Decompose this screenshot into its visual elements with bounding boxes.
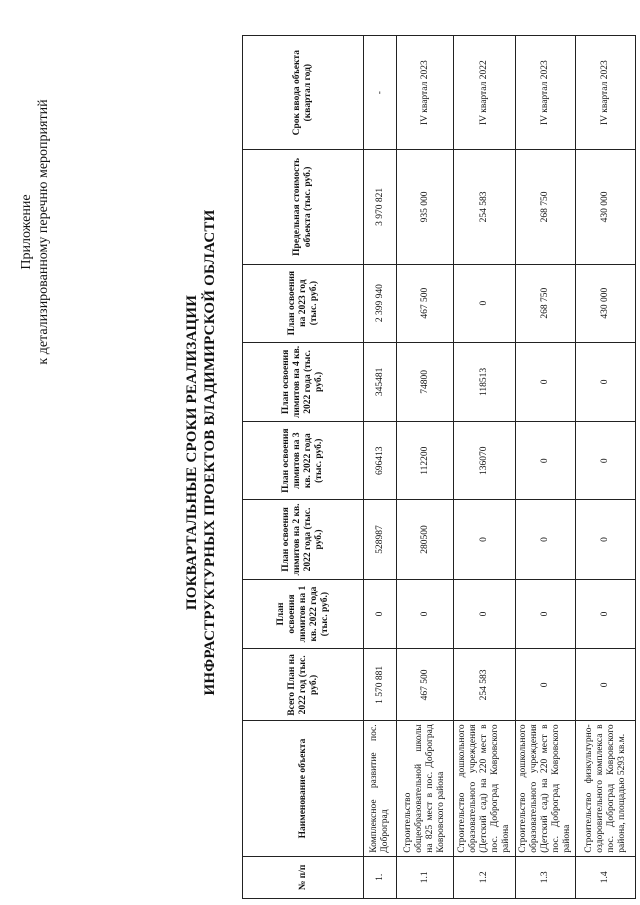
cell-q1: 0 bbox=[454, 579, 516, 649]
cell-number: 1. bbox=[364, 856, 397, 898]
cell-q2: 528987 bbox=[364, 500, 397, 579]
cell-plan-2023: 0 bbox=[454, 264, 516, 342]
cell-plan-2023: 430 000 bbox=[576, 264, 636, 342]
cell-number: 1.2 bbox=[454, 856, 516, 898]
cell-q4: 74800 bbox=[397, 342, 454, 421]
cell-number: 1.3 bbox=[516, 856, 576, 898]
header-number: № п/п bbox=[243, 856, 364, 898]
cell-q3: 0 bbox=[516, 422, 576, 500]
cell-max-cost: 3 970 821 bbox=[364, 150, 397, 264]
appendix-line-1: Приложение bbox=[19, 194, 34, 270]
cell-q3: 0 bbox=[576, 422, 636, 500]
cell-q4: 118513 bbox=[454, 342, 516, 421]
page-title-line-1: ПОКВАРТАЛЬНЫЕ СРОКИ РЕАЛИЗАЦИИ bbox=[184, 294, 200, 611]
cell-commission-date: IV квартал 2023 bbox=[576, 36, 636, 150]
cell-object-name: Строительство физкультурно-оздоровительного комплекса в пос. Доброград Ковровского района, площадью 5293 кв.м. bbox=[576, 721, 636, 856]
cell-total-2022: 0 bbox=[576, 649, 636, 721]
cell-commission-date: IV квартал 2023 bbox=[516, 36, 576, 150]
header-object-name: Наименование объекта bbox=[243, 721, 364, 856]
projects-table bbox=[242, 35, 636, 899]
table-row bbox=[576, 36, 636, 899]
cell-commission-date: IV квартал 2023 bbox=[397, 36, 454, 150]
header-commission-date: Срок ввода объекта (квартал год) bbox=[243, 36, 364, 150]
cell-total-2022: 1 570 881 bbox=[364, 649, 397, 721]
header-max-cost: Предельная стоимость объекта (тыс. руб.) bbox=[243, 150, 364, 264]
cell-q2: 0 bbox=[454, 500, 516, 579]
table-row bbox=[397, 36, 454, 899]
cell-q1: 0 bbox=[364, 579, 397, 649]
table-row bbox=[516, 36, 576, 899]
cell-q3: 112200 bbox=[397, 422, 454, 500]
cell-max-cost: 254 583 bbox=[454, 150, 516, 264]
cell-q4: 0 bbox=[576, 342, 636, 421]
cell-plan-2023: 2 399 940 bbox=[364, 264, 397, 342]
cell-commission-date: - bbox=[364, 36, 397, 150]
header-q2-2022: План освоения лимитов на 2 кв. 2022 года (тыс. руб.) bbox=[243, 500, 364, 579]
cell-total-2022: 467 500 bbox=[397, 649, 454, 721]
cell-object-name: Строительство дошкольного образовательного учреждения (Детский сад) на 220 мест в пос. Доброград Ковровского района bbox=[516, 721, 576, 856]
cell-q3: 696413 bbox=[364, 422, 397, 500]
cell-q1: 0 bbox=[397, 579, 454, 649]
cell-max-cost: 935 000 bbox=[397, 150, 454, 264]
cell-commission-date: IV квартал 2022 bbox=[454, 36, 516, 150]
cell-max-cost: 268 750 bbox=[516, 150, 576, 264]
header-plan-2023: План освоения на 2023 год (тыс. руб.) bbox=[243, 264, 364, 342]
cell-q2: 0 bbox=[576, 500, 636, 579]
cell-object-name: Строительство дошкольного образовательного учреждения (Детский сад) на 220 мест в пос. Доброград Ковровского района bbox=[454, 721, 516, 856]
cell-q4: 345481 bbox=[364, 342, 397, 421]
page-title-line-2: ИНФРАСТРУКТУРНЫХ ПРОЕКТОВ ВЛАДИМИРСКОЙ ОБЛАСТИ bbox=[202, 209, 218, 696]
cell-q1: 0 bbox=[516, 579, 576, 649]
appendix-line-2: к детализированному перечню мероприятий bbox=[36, 99, 51, 365]
cell-q2: 280500 bbox=[397, 500, 454, 579]
cell-plan-2023: 467 500 bbox=[397, 264, 454, 342]
cell-q3: 136070 bbox=[454, 422, 516, 500]
table-header-row bbox=[243, 36, 364, 899]
header-total-2022: Всего План на 2022 год (тыс. руб.) bbox=[243, 649, 364, 721]
cell-number: 1.1 bbox=[397, 856, 454, 898]
cell-q1: 0 bbox=[576, 579, 636, 649]
cell-plan-2023: 268 750 bbox=[516, 264, 576, 342]
cell-q4: 0 bbox=[516, 342, 576, 421]
header-q3-2022: План освоения лимитов на 3 кв. 2022 года (тыс. руб.) bbox=[243, 422, 364, 500]
cell-q2: 0 bbox=[516, 500, 576, 579]
table-row bbox=[364, 36, 397, 899]
cell-total-2022: 254 583 bbox=[454, 649, 516, 721]
cell-max-cost: 430 000 bbox=[576, 150, 636, 264]
cell-object-name: Строительство общеобразовательной школы на 825 мест в пос. Доброград Ковровского района bbox=[397, 721, 454, 856]
cell-number: 1.4 bbox=[576, 856, 636, 898]
header-q1-2022: План освоения лимитов на 1 кв. 2022 года (тыс. руб.) bbox=[243, 579, 364, 649]
header-q4-2022: План освоения лимитов на 4 кв. 2022 года (тыс. руб.) bbox=[243, 342, 364, 421]
cell-object-name: Комплексное развитие пос. Доброград bbox=[364, 721, 397, 856]
table-row bbox=[454, 36, 516, 899]
appendix-note bbox=[18, 22, 52, 442]
cell-total-2022: 0 bbox=[516, 649, 576, 721]
